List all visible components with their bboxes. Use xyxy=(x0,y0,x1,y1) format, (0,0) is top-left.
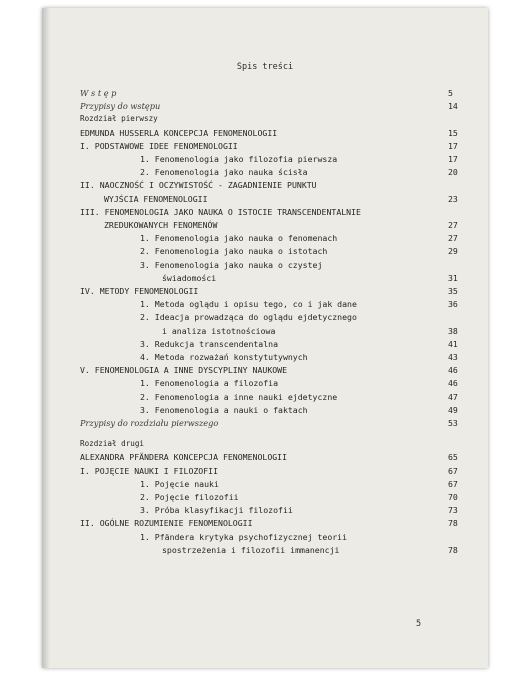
toc-entry-page: 46 xyxy=(448,378,458,389)
toc-entry-title: spostrzeżenia i filozofii immanencji xyxy=(162,544,340,555)
toc-entry xyxy=(42,466,488,478)
toc-entry-title: 2. Fenomenologia a inne nauki ejdetyczne xyxy=(140,391,338,402)
toc-entry-title: II. NAOCZNOŚĆ I OCZYWISTOŚĆ - ZAGADNIENIE PUNKTU xyxy=(80,180,317,191)
toc-entry xyxy=(42,194,488,206)
toc-entry xyxy=(42,392,488,404)
toc-entry xyxy=(42,352,488,364)
toc-entry-title: Przypisy do wstępu xyxy=(80,101,161,112)
toc-entry xyxy=(42,492,488,504)
toc-entry-page: 49 xyxy=(448,404,458,415)
toc-entry xyxy=(42,273,488,285)
toc-entry-title: Rozdział pierwszy xyxy=(80,114,158,124)
toc-entry xyxy=(42,101,488,113)
toc-entry-title: 2. Fenomenologia jako nauka ścisła xyxy=(140,167,308,178)
toc-entry-title: 1. Metoda oglądu i opisu tego, co i jak dane xyxy=(140,299,357,310)
toc-entry-title: 1. Pfändera krytyka psychofizycznej teorii xyxy=(140,531,348,542)
toc-entry xyxy=(42,220,488,232)
toc-entry-title: WYJŚCIA FENOMENOLOGII xyxy=(104,193,208,204)
toc-entry xyxy=(42,114,488,126)
toc-entry-title: W s t ę p xyxy=(80,88,117,98)
toc-entry xyxy=(42,180,488,192)
toc-entry-page: 27 xyxy=(448,233,458,244)
toc-entry-page: 36 xyxy=(448,299,458,310)
toc-entry-page: 65 xyxy=(448,452,458,463)
toc-entry-page: 67 xyxy=(448,478,458,489)
toc-entry-title: I. PODSTAWOWE IDEE FENOMENOLOGII xyxy=(80,140,238,151)
toc-entry-page: 31 xyxy=(448,272,458,283)
toc-entry-page: 78 xyxy=(448,518,458,529)
toc-entry-title: 2. Fenomenologia jako nauka o istotach xyxy=(140,246,328,257)
toc-entry xyxy=(42,312,488,324)
toc-entry-title: III. FENOMENOLOGIA JAKO NAUKA O ISTOCIE TRANSCENDENTALNIE xyxy=(80,206,361,217)
toc-entry-title: 3. Redukcja transcendentalna xyxy=(140,338,279,349)
toc-entry xyxy=(42,128,488,140)
toc-entry xyxy=(42,532,488,544)
toc-entry-title: Przypisy do rozdziału pierwszego xyxy=(80,418,219,428)
toc-entry-page: 27 xyxy=(448,220,458,230)
toc-entry-title: 2. Ideacja prowadząca do oglądu ejdetycznego xyxy=(140,312,357,323)
page-number: 5 xyxy=(416,619,422,629)
toc-entry xyxy=(42,439,488,451)
toc-entry xyxy=(42,233,488,245)
toc-entry xyxy=(42,207,488,219)
toc-entry xyxy=(42,452,488,464)
toc-entry-title: 2. Pojęcie filozofii xyxy=(140,492,239,502)
toc-entry xyxy=(42,505,488,517)
toc-entry-page: 23 xyxy=(448,193,458,204)
toc-entry-title: 1. Fenomenologia jako nauka o fenomenach xyxy=(140,233,338,244)
toc-entry xyxy=(42,418,488,430)
toc-entry-title: 3. Fenomenologia jako nauka o czystej xyxy=(140,259,323,270)
toc-entry-page: 47 xyxy=(448,391,458,402)
toc-entry-title: Rozdział drugi xyxy=(80,439,145,449)
toc-entry-title: V. FENOMENOLOGIA A INNE DYSCYPLINY NAUKOWE xyxy=(80,365,288,376)
toc-entry xyxy=(42,326,488,338)
toc-entry-page: 43 xyxy=(448,352,458,362)
toc-entry-page: 67 xyxy=(448,465,458,476)
toc-entry-title: 3. Próba klasyfikacji filozofii xyxy=(140,505,293,516)
toc-entry xyxy=(42,479,488,491)
toc-entry xyxy=(42,154,488,166)
page-title: Spis treści xyxy=(236,62,294,72)
toc-entry xyxy=(42,167,488,179)
toc-entry-page: 41 xyxy=(448,338,458,349)
toc-entry-title: IV. METODY FENOMENOLOGII xyxy=(80,286,199,296)
toc-entry-page: 35 xyxy=(448,286,458,296)
toc-entry-title: ALEXANDRA PFÄNDERA KONCEPCJA FENOMENOLOGII xyxy=(80,452,288,463)
toc-entry-page: 17 xyxy=(448,154,458,164)
toc-entry xyxy=(42,299,488,311)
toc-entry-page: 38 xyxy=(448,325,458,336)
toc-entry xyxy=(42,405,488,417)
toc-entry xyxy=(42,260,488,272)
toc-entry-title: 1. Fenomenologia a filozofia xyxy=(140,378,279,389)
toc-entry-page: 29 xyxy=(448,246,458,257)
toc-entry-page: 17 xyxy=(448,140,458,151)
toc-entry-page: 73 xyxy=(448,505,458,516)
toc-entry-title: ZREDUKOWANYCH FENOMENÓW xyxy=(104,220,218,230)
toc-entry xyxy=(42,246,488,258)
toc-entry xyxy=(42,88,488,100)
toc-entry-title: I. POJĘCIE NAUKI I FILOZOFII xyxy=(80,465,219,476)
toc-entry xyxy=(42,518,488,530)
toc-entry xyxy=(42,545,488,557)
toc-entry-title: 1. Pojęcie nauki xyxy=(140,478,219,489)
toc-entry-title: 3. Fenomenologia a nauki o faktach xyxy=(140,404,308,415)
toc-entry-page: 53 xyxy=(448,418,458,428)
toc-entry-title: 1. Fenomenologia jako filozofia pierwsza xyxy=(140,154,338,164)
toc-entry-title: 4. Metoda rozważań konstytutywnych xyxy=(140,352,308,362)
toc-entry-page: 14 xyxy=(448,101,458,112)
toc-entry-page: 20 xyxy=(448,167,458,178)
toc-entry-page: 70 xyxy=(448,492,458,502)
toc-entry xyxy=(42,286,488,298)
toc-entry-title: i analiza istotnościowa xyxy=(162,325,276,336)
toc-entry-title: II. OGÓLNE ROZUMIENIE FENOMENOLOGII xyxy=(80,518,253,529)
toc-entry xyxy=(42,365,488,377)
toc-entry-page: 5 xyxy=(448,88,453,98)
toc-entry-title: świadomości xyxy=(162,272,217,283)
toc-entry xyxy=(42,339,488,351)
toc-entry xyxy=(42,378,488,390)
toc-entry-title: EDMUNDA HUSSERLA KONCEPCJA FENOMENOLOGII xyxy=(80,127,278,138)
document-page xyxy=(42,8,488,668)
toc-entry-page: 78 xyxy=(448,544,458,555)
toc-entry xyxy=(42,141,488,153)
toc-entry-page: 15 xyxy=(448,127,458,138)
toc-entry-page: 46 xyxy=(448,365,458,376)
